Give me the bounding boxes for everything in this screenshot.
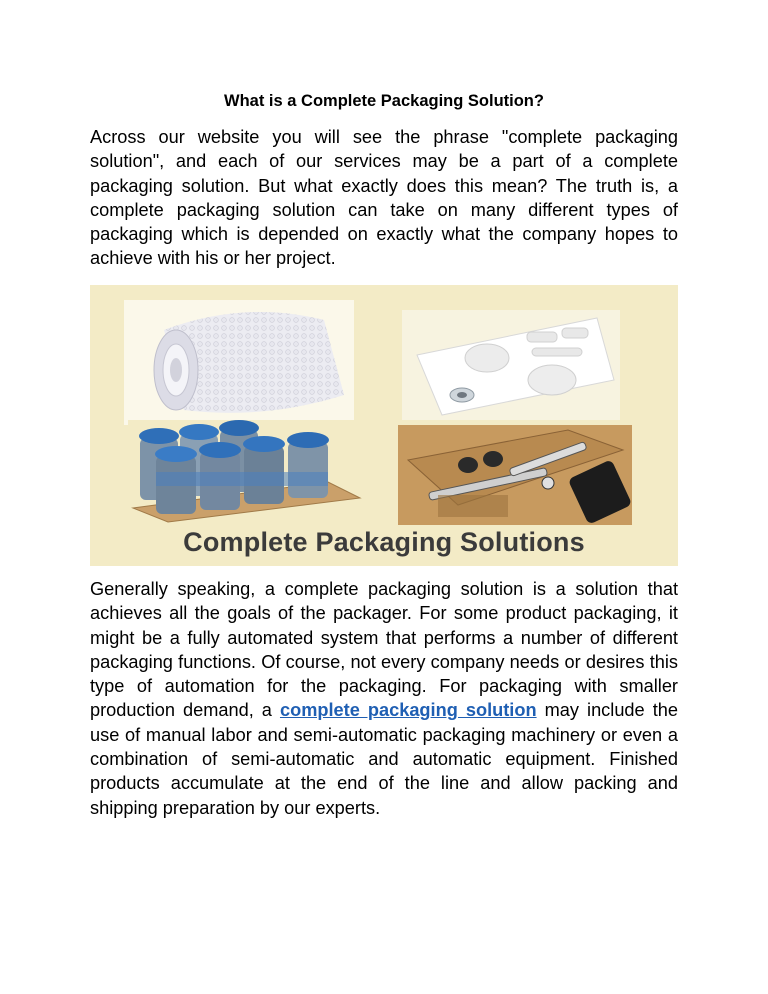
tools-insert-photo	[398, 425, 632, 525]
figure-caption: Complete Packaging Solutions	[183, 527, 585, 557]
bubble-wrap-photo	[124, 300, 354, 425]
paragraph-details-text-1: Generally speaking, a complete packaging solution is a solution that achieves all the goals of the packager. For some product packaging, it might be a fully automated system that performs a number of different packaging functions. Of course, not every company needs or desires this type of automation for the packaging. For packaging with smaller production demand, a	[90, 579, 678, 721]
paragraph-details	[90, 577, 678, 820]
document-title: What is a Complete Packaging Solution?	[224, 92, 544, 110]
paragraph-details-text-2: may include the use of manual labor and semi-automatic packaging machinery or even a combination of semi-automatic and automatic equipment. Finished products accumulate at the end of the line and allow packing and shipping preparation by our experts.	[90, 700, 678, 818]
paragraph-intro: Across our website you will see the phrase "complete packaging solution", and each of our services may be a part of a complete packaging solution. But what exactly does this mean? The truth is, a complete packaging solution can take on many different types of packaging which is depended on exactly what the company hopes to achieve with his or her project.	[90, 127, 678, 269]
complete-packaging-solution-link[interactable]: complete packaging solution	[279, 700, 537, 721]
packaging-figure	[90, 285, 678, 566]
foam-insert-photo	[402, 310, 620, 420]
jars-tray-photo	[128, 420, 364, 524]
